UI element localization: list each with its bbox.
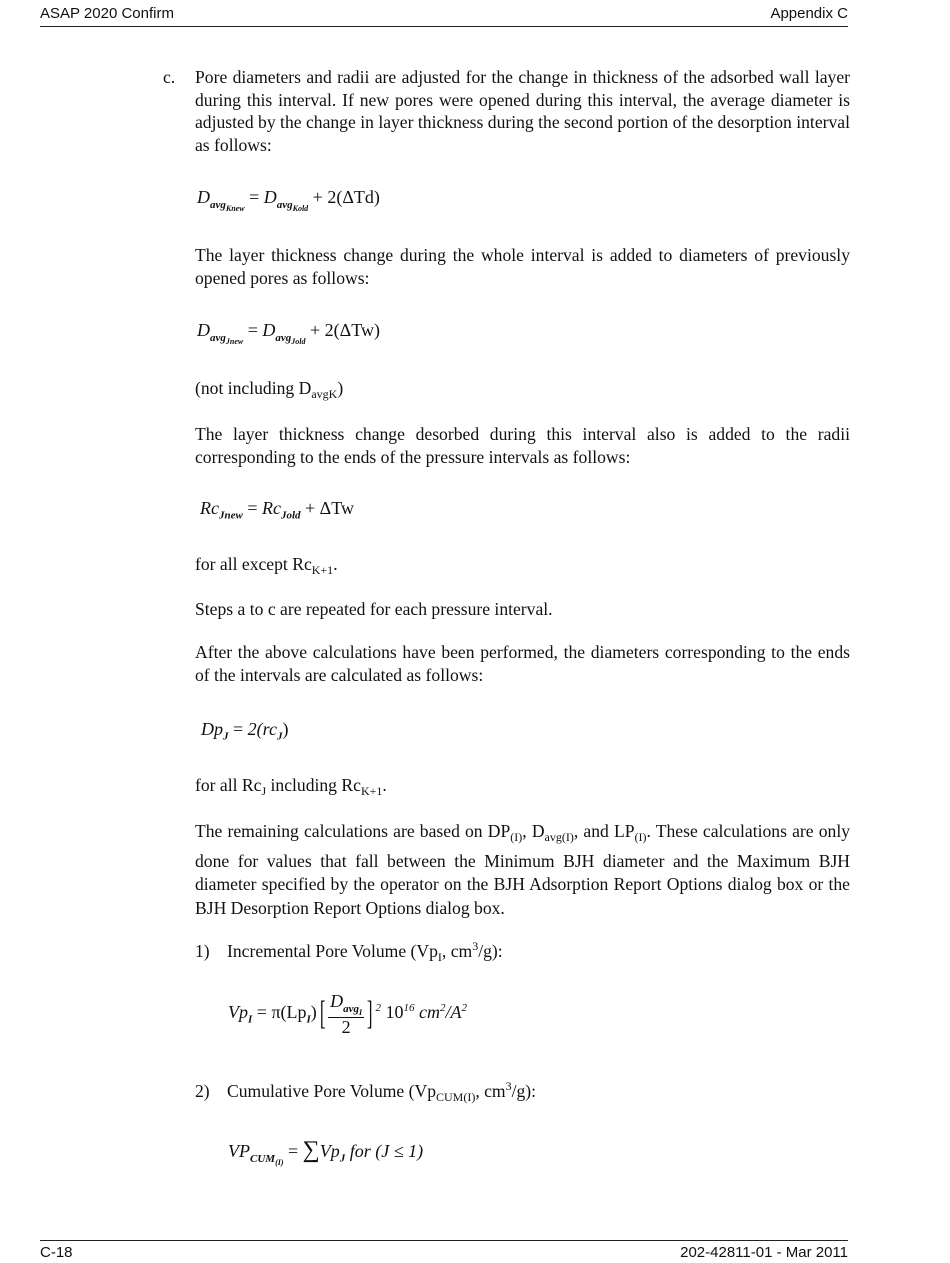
steps-repeat-paragraph: Steps a to c are repeated for each pressure interval.	[195, 599, 553, 619]
whole-interval-paragraph: The layer thickness change during the whole interval is added to diameters of previously opened pores as follows:	[195, 245, 850, 288]
equation-cumulative-pore-volume: $VP_{CUM_{(I)}} = \sum Vp_J$ for (J ≤ 1)	[228, 1137, 424, 1167]
footer-document-id: 202-42811-01 - Mar 2011	[680, 1244, 848, 1261]
equation-dp-j: $Dp_J = 2(rc_J)$	[201, 719, 289, 743]
after-calculations-paragraph: After the above calculations have been performed, the diameters corresponding to the ends of the intervals are calculated as follows:	[195, 642, 850, 685]
footer-page-number: C-18	[40, 1244, 73, 1261]
equation-incremental-pore-volume: $Vp_I = \pi(Lp_I)$[ $\frac{D_{avg_I}}{2}$ ] $^2$ $10^{16}$ $cm^2/A^2$	[228, 991, 467, 1037]
equation-davg-jnew: $D_{avg_{Jnew}} = D_{avg_{Jold}} + 2(\Delta Tw)$	[197, 320, 380, 346]
header-section-title: Appendix C	[770, 5, 848, 22]
cumulative-pore-volume-heading: 2) Cumulative Pore Volume ($Vp_{CUM(I)}$, $cm^3/g$):	[195, 1079, 537, 1104]
page-header	[40, 4, 848, 27]
step-c-paragraph: Pore diameters and radii are adjusted for the change in thickness of the adsorbed wall layer during this interval. If new pores were opened during this interval, the average diameter is adjusted by the change in layer thickness during the second portion of the desorption interval as follows:	[195, 67, 850, 155]
all-except-note: for all except $Rc_{K+1}$.	[195, 554, 338, 577]
equation-rc-jnew: $Rc_{Jnew} = Rc_{Jold} + \Delta Tw$	[200, 498, 354, 522]
step-c-marker: c.	[163, 67, 176, 87]
remaining-calculations-paragraph: The remaining calculations are based on $DP_{(I)}$, $D_{avg(I)}$, and $LP_{(I)}$. These calculations are only done for values that fall between the Minimum BJH diameter and the Maximum BJH diameter specified by the operator on the BJH Adsorption Report Options dialog box or the BJH Desorption Report Options dialog box.	[195, 821, 851, 918]
all-rc-note: for all $Rc_J$ including $Rc_{K+1}$.	[195, 775, 387, 798]
not-including-note: (not including $D_{avgK}$)	[195, 378, 344, 401]
radii-paragraph: The layer thickness change desorbed during this interval also is added to the radii corresponding to the ends of the pressure intervals as follows:	[195, 424, 850, 467]
incremental-pore-volume-heading: 1) Incremental Pore Volume ($Vp_I$, $cm^3/g$):	[195, 939, 503, 964]
header-document-title: ASAP 2020 Confirm	[40, 5, 174, 22]
equation-davg-knew: $D_{avg_{Knew}} = D_{avg_{Kold}} + 2(\Delta Td)$	[197, 187, 380, 213]
